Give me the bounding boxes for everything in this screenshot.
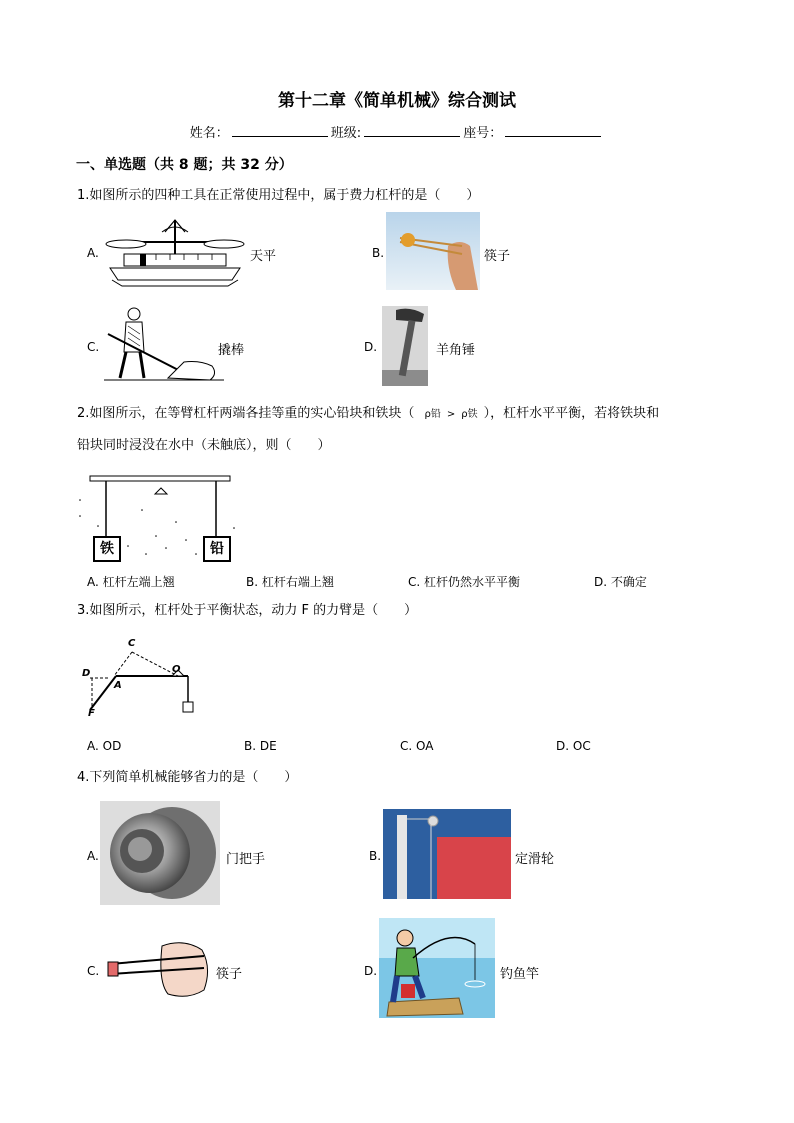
q4-option-d-letter: D. — [364, 964, 378, 978]
label-o: O — [172, 664, 181, 675]
rho-lead: ρ铅 — [424, 409, 441, 420]
q3-option-b[interactable]: B. DE — [244, 739, 277, 753]
label-d: D — [82, 668, 91, 679]
crowbar-worker-image — [104, 304, 230, 384]
chopsticks-photo — [386, 212, 480, 290]
q1-option-c-letter: C. — [87, 340, 100, 354]
fishing-rod-cartoon — [379, 918, 495, 1018]
q1-option-d-label: 羊角锤 — [436, 343, 476, 358]
question-4-stem: 4.下列简单机械能够省力的是（ ） — [77, 770, 298, 785]
q2-option-d[interactable]: D. 不确定 — [594, 575, 647, 589]
section-heading: 一、单选题（共 8 题；共 32 分） — [76, 157, 293, 173]
question-2-stem-line2: 铅块同时浸没在水中（未触底），则（ ） — [77, 438, 331, 453]
q1-option-d-letter: D. — [364, 340, 378, 354]
q1-option-b-label: 筷子 — [484, 249, 511, 264]
name-blank[interactable] — [232, 124, 328, 137]
q4-option-c-letter: C. — [87, 964, 100, 978]
q1-option-a-letter: A. — [87, 246, 99, 260]
q3-option-a[interactable]: A. OD — [87, 739, 122, 753]
label-a: A — [114, 680, 122, 691]
q4-option-a-letter: A. — [87, 849, 99, 863]
q2-option-c[interactable]: C. 杠杆仍然水平平衡 — [408, 575, 521, 589]
greater-than: > — [446, 409, 456, 420]
page-title: 第十二章《简单机械》综合测试 — [278, 91, 516, 111]
name-label: 姓名： — [189, 126, 229, 141]
lead-block: 铅 — [203, 536, 231, 562]
q4-option-c-label: 筷子 — [216, 967, 243, 982]
q2-stem-part2: ），杠杆水平平衡，若将铁块和 — [483, 406, 660, 421]
rho-iron: ρ铁 — [461, 409, 478, 420]
question-3-stem: 3.如图所示，杠杆处于平衡状态，动力 F 的力臂是（ ） — [77, 603, 418, 618]
q2-option-b[interactable]: B. 杠杆右端上翘 — [246, 575, 334, 589]
door-knob-photo — [100, 801, 220, 905]
label-c: C — [128, 638, 136, 649]
student-info — [0, 122, 794, 141]
q1-option-c-label: 撬棒 — [218, 343, 245, 358]
q4-option-d-label: 钓鱼竿 — [500, 967, 540, 982]
seat-blank[interactable] — [505, 124, 601, 137]
chopsticks-hand-image — [104, 938, 212, 1000]
claw-hammer-photo — [382, 306, 428, 386]
q3-option-c[interactable]: C. OA — [400, 739, 434, 753]
class-label: 班级: — [330, 126, 362, 141]
q2-option-a[interactable]: A. 杠杆左端上翘 — [87, 575, 175, 589]
q1-option-a-label: 天平 — [250, 249, 277, 264]
balance-scale-image — [102, 214, 248, 288]
q4-option-a-label: 门把手 — [226, 852, 266, 867]
question-2-stem — [77, 406, 659, 423]
q4-option-b-letter: B. — [369, 849, 382, 863]
seat-label: 座号： — [463, 126, 503, 141]
label-f: F — [88, 708, 95, 719]
question-1-stem: 1.如图所示的四种工具在正常使用过程中，属于费力杠杆的是（ ） — [77, 188, 480, 203]
class-blank[interactable] — [364, 124, 460, 137]
q1-option-b-letter: B. — [372, 246, 385, 260]
q4-option-b-label: 定滑轮 — [515, 852, 555, 867]
iron-block: 铁 — [93, 536, 121, 562]
q3-option-d[interactable]: D. OC — [556, 739, 591, 753]
lever-force-arm-figure — [80, 632, 200, 724]
q2-stem-part1: 2.如图所示，在等臂杠杆两端各挂等重的实心铅块和铁块（ — [77, 406, 415, 421]
fixed-pulley-flag-photo — [383, 809, 511, 899]
